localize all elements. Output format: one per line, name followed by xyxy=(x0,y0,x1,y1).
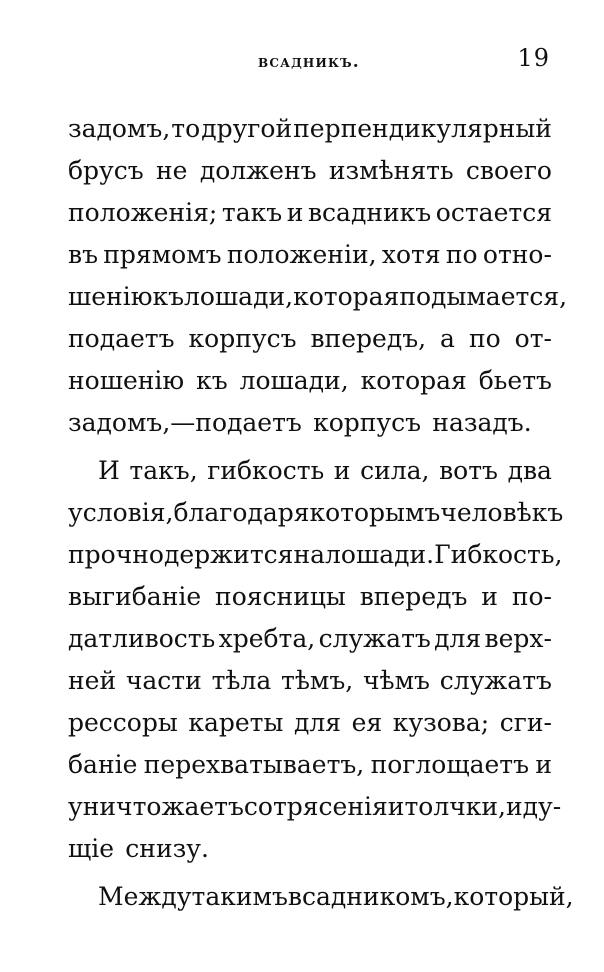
word: задомъ, xyxy=(68,114,171,143)
word: положенія; xyxy=(68,198,218,227)
word: и xyxy=(333,456,351,485)
text-line xyxy=(68,150,552,192)
word: выгибаніе xyxy=(68,582,202,611)
word: лошади, xyxy=(184,282,294,311)
word: бьетъ xyxy=(478,366,552,395)
word: прочно xyxy=(68,540,164,569)
text-line xyxy=(68,786,562,828)
word: остается xyxy=(435,198,552,227)
word: кареты xyxy=(188,708,284,737)
word: иду- xyxy=(505,792,562,821)
word: назадъ. xyxy=(432,408,532,437)
word: корпусъ xyxy=(188,324,297,353)
word: на xyxy=(293,540,326,569)
word: сги- xyxy=(499,708,552,737)
text-line xyxy=(68,744,552,786)
word: кузова; xyxy=(392,708,490,737)
text-line xyxy=(68,534,563,576)
word: впередъ xyxy=(359,582,468,611)
text-line xyxy=(68,450,552,492)
word: къ xyxy=(196,366,228,395)
word: шенію xyxy=(68,282,153,311)
word: по xyxy=(445,240,478,269)
word: от- xyxy=(514,324,552,353)
word: такъ, xyxy=(129,456,198,485)
word: два xyxy=(507,456,552,485)
word: лошади, xyxy=(239,366,349,395)
word: то xyxy=(171,114,201,143)
word: для xyxy=(434,624,482,653)
word: который, xyxy=(453,882,574,911)
word: части xyxy=(125,666,202,695)
paragraph xyxy=(68,876,574,918)
text-line xyxy=(68,876,574,918)
word: положеніи, xyxy=(226,240,377,269)
paragraph xyxy=(68,450,564,870)
text-line xyxy=(68,660,552,702)
word: благодаря xyxy=(173,498,310,527)
word: брусъ xyxy=(68,156,144,185)
word: толчки, xyxy=(404,792,506,821)
word: вотъ xyxy=(439,456,498,485)
word: всадникъ xyxy=(307,198,432,227)
word: гибкость xyxy=(207,456,325,485)
word: держится xyxy=(163,540,294,569)
word: датливость xyxy=(68,624,216,653)
word: и xyxy=(286,198,304,227)
word: и xyxy=(387,792,405,821)
word: И xyxy=(98,456,120,485)
word: служатъ xyxy=(439,666,552,695)
word: и xyxy=(535,750,552,779)
word: Гибкость, xyxy=(434,540,563,569)
word: по- xyxy=(511,582,552,611)
word: чѣмъ xyxy=(362,666,430,695)
word: лошади. xyxy=(325,540,435,569)
word: и xyxy=(481,582,498,611)
word: впередъ, xyxy=(310,324,427,353)
word: измѣнять xyxy=(328,156,454,185)
word: верх- xyxy=(484,624,552,653)
word: своего xyxy=(465,156,552,185)
word: перехватываетъ, xyxy=(143,750,365,779)
word: баніе xyxy=(68,750,138,779)
body-text xyxy=(68,108,574,918)
word: корпусъ xyxy=(313,408,422,437)
word: тѣла xyxy=(211,666,272,695)
word: уничтожаетъ xyxy=(68,792,244,821)
word: прямомъ xyxy=(103,240,222,269)
word: къ xyxy=(152,282,184,311)
text-line xyxy=(68,492,564,534)
word: въ xyxy=(68,240,98,269)
page-number: 19 xyxy=(517,44,550,72)
word: не xyxy=(156,156,188,185)
word: а xyxy=(440,324,455,353)
text-line xyxy=(68,192,552,234)
word: долженъ xyxy=(199,156,317,185)
word: которая xyxy=(293,282,400,311)
word: хотя xyxy=(381,240,441,269)
word: ней xyxy=(68,666,117,695)
word: условія, xyxy=(68,498,174,527)
word: такимъ xyxy=(191,882,288,911)
word: хребта, xyxy=(218,624,316,653)
word: человѣкъ xyxy=(440,498,564,527)
word: такъ xyxy=(221,198,283,227)
word: служатъ xyxy=(318,624,431,653)
word: щіе xyxy=(68,834,115,863)
word: всадникомъ, xyxy=(287,882,454,911)
text-line xyxy=(68,702,552,744)
word: для xyxy=(293,708,342,737)
word: которымъ xyxy=(309,498,441,527)
word: которая xyxy=(360,366,467,395)
word: снизу. xyxy=(125,834,209,863)
text-line xyxy=(68,318,552,360)
word: сотрясенія xyxy=(243,792,388,821)
text-line xyxy=(68,234,552,276)
text-line xyxy=(68,360,552,402)
word: ея xyxy=(351,708,383,737)
word: другой xyxy=(201,114,293,143)
word: сила, xyxy=(360,456,430,485)
paragraph xyxy=(68,108,568,444)
text-line xyxy=(68,276,568,318)
word: отно- xyxy=(482,240,552,269)
word: поглощаетъ xyxy=(370,750,530,779)
running-head: всадникъ. xyxy=(258,52,360,72)
text-line xyxy=(68,402,552,444)
text-line xyxy=(68,618,552,660)
word: тѣмъ, xyxy=(281,666,354,695)
word: поясницы xyxy=(215,582,346,611)
word: ношенію xyxy=(68,366,185,395)
word: задомъ,—подаетъ xyxy=(68,408,302,437)
text-line xyxy=(68,108,552,150)
word: по xyxy=(468,324,501,353)
text-line xyxy=(68,828,552,870)
word: Между xyxy=(98,882,192,911)
word: подаетъ xyxy=(68,324,175,353)
word: подымается, xyxy=(399,282,568,311)
text-line xyxy=(68,576,552,618)
page-header xyxy=(68,44,550,84)
word: перпендикулярный xyxy=(293,114,552,143)
word: рессоры xyxy=(68,708,178,737)
